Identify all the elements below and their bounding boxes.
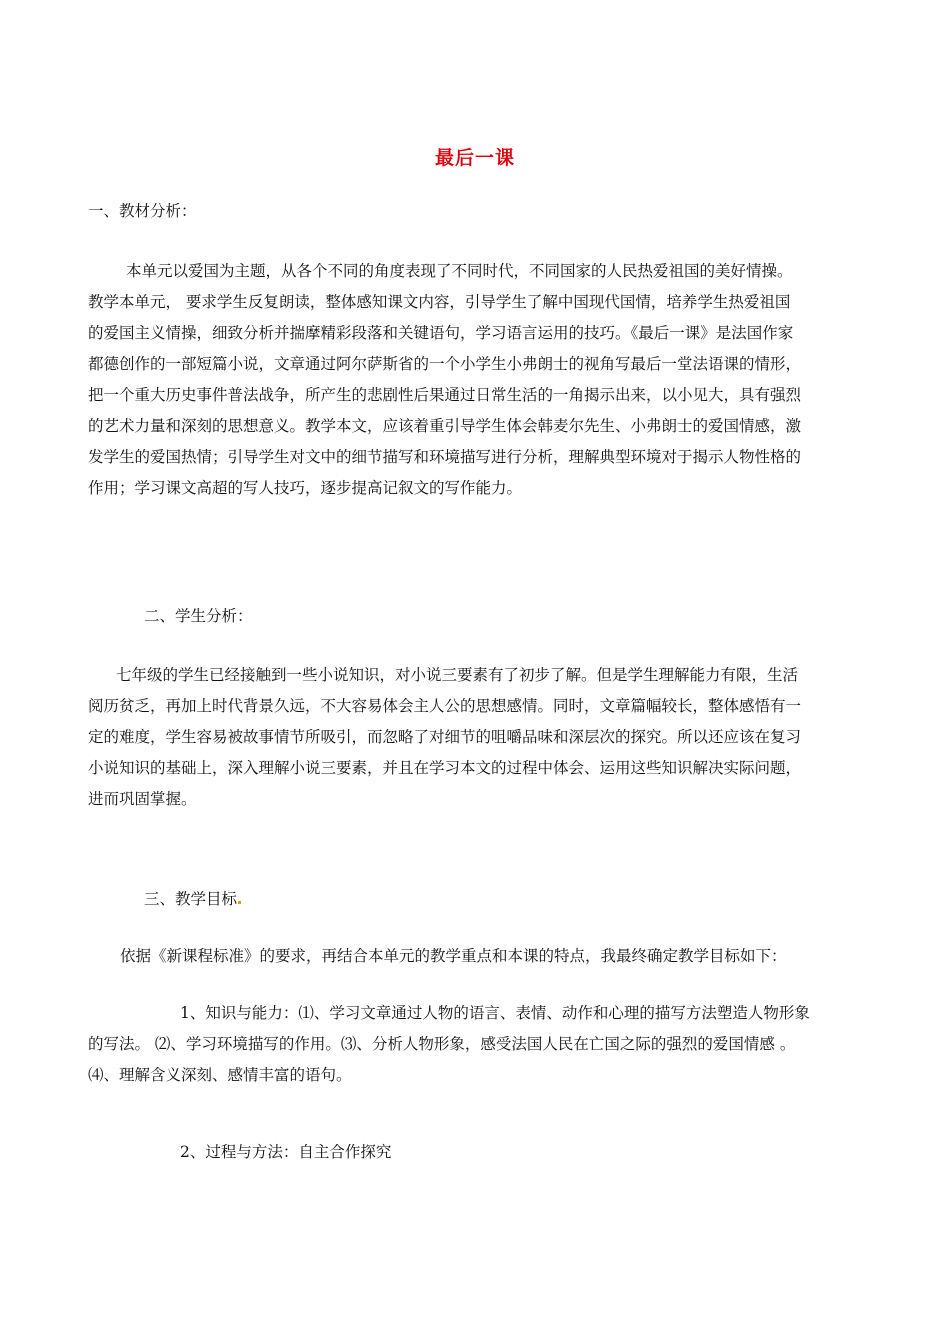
paragraph-line: 的爱国主义情操，细致分析并揣摩精彩段落和关键语句，学习语言运用的技巧。《最后一课》是法国作家	[88, 324, 794, 342]
section-heading-text: 三、教学目标	[144, 890, 238, 908]
section-heading-teaching-goals	[144, 887, 242, 909]
marker-dot-icon	[238, 901, 241, 904]
paragraph-textbook-analysis	[88, 256, 801, 504]
paragraph-line: 都德创作的一部短篇小说，文章通过阿尔萨斯省的一个小学生小弗朗士的视角写最后一堂法语课的情形，	[88, 355, 802, 373]
paragraph-line: 作用；学习课文高超的写人技巧，逐步提高记叙文的写作能力。	[88, 479, 523, 497]
paragraph-line: 教学本单元， 要求学生反复朗读，整体感知课文内容，引导学生了解中国现代国情，培养学生热爱祖国	[88, 293, 791, 311]
section-heading-textbook-analysis: 一、教材分析：	[88, 202, 197, 220]
teaching-goals-intro: 依据《新课程标准》的要求，再结合本单元的教学重点和本课的特点，我最终确定教学目标如下：	[120, 947, 787, 965]
paragraph-line: 进而巩固掌握。	[88, 790, 197, 808]
paragraph-line: 1、知识与能力：⑴、学习文章通过人物的语言、表情、动作和心理的描写方法塑造人物形象	[180, 1004, 810, 1022]
paragraph-line: 把一个重大历史事件普法战争，所产生的悲剧性后果通过日常生活的一角揭示出来，以小见大，具有强烈	[88, 386, 802, 404]
paragraph-line: ⑷、理解含义深刻、感情丰富的语句。	[88, 1066, 352, 1084]
paragraph-line: 七年级的学生已经接触到一些小说知识，对小说三要素有了初步了解。但是学生理解能力有限，生活	[116, 666, 799, 684]
paragraph-line: 定的难度，学生容易被故事情节所吸引，而忽略了对细节的咀嚼品味和深层次的探究。所以还应该在复习	[88, 728, 802, 746]
paragraph-line: 阅历贫乏，再加上时代背景久远，不大容易体会主人公的思想感情。同时，文章篇幅较长，整体感悟有一	[88, 697, 802, 715]
document-title: 最后一课	[434, 147, 515, 169]
section-heading-student-analysis: 二、学生分析：	[144, 607, 253, 625]
paragraph-line: 的艺术力量和深刻的思想意义。教学本文，应该着重引导学生体会韩麦尔先生、小弗朗士的爱国情感，激	[88, 417, 802, 435]
paragraph-student-analysis	[88, 660, 801, 815]
paragraph-line: 发学生的爱国热情；引导学生对文中的细节描写和环境描写进行分析，理解典型环境对于揭示人物性格的	[88, 448, 802, 466]
paragraph-line: 的写法。 ⑵、学习环境描写的作用。⑶、分析人物形象，感受法国人民在亡国之际的强烈的爱国情感 。	[88, 1035, 796, 1053]
paragraph-line: 本单元以爱国为主题，从各个不同的角度表现了不同时代，不同国家的人民热爱祖国的美好情操。	[126, 262, 793, 280]
paragraph-line: 小说知识的基础上，深入理解小说三要素，并且在学习本文的过程中体会、运用这些知识解决实际问题，	[88, 759, 802, 777]
teaching-goal-process-method: 2、过程与方法：自主合作探究	[180, 1143, 392, 1161]
paragraph-goal-knowledge	[88, 998, 810, 1091]
